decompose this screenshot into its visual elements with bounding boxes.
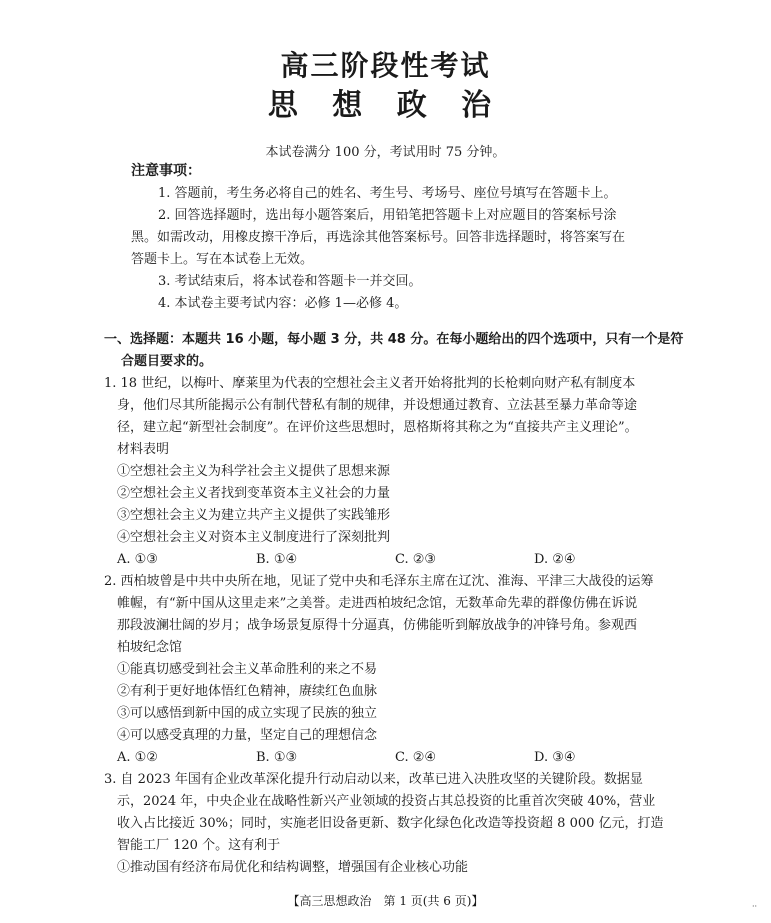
q3-stem: 3. 自 2023 年国有企业改革深化提升行动启动以来，改革已进入决胜攻坚的关键阶段。数据显	[104, 772, 643, 787]
q2-option-c[interactable]: C. ②④	[395, 750, 437, 765]
q1-stem: 身，他们尽其所能揭示公有制代替私有制的规律，并设想通过教育、立法甚至暴力革命等途	[117, 398, 638, 413]
score-info: 本试卷满分 100 分，考试用时 75 分钟。	[265, 145, 506, 160]
q3-stem: 智能工厂 120 个。这有利于	[117, 838, 281, 853]
notes-line: 答题卡上。写在本试卷上无效。	[131, 252, 314, 267]
q1-option-c[interactable]: C. ②③	[395, 552, 437, 567]
exam-title: 高三阶段性考试	[280, 49, 491, 82]
q1-statement: ①空想社会主义为科学社会主义提供了思想来源	[117, 464, 391, 479]
q1-option-d[interactable]: D. ②④	[534, 552, 576, 567]
notes-heading: 注意事项：	[131, 163, 201, 179]
q2-option-b[interactable]: B. ①③	[256, 750, 298, 765]
q3-statement: ①推动国有经济布局优化和结构调整，增强国有企业核心功能	[117, 860, 469, 875]
q2-statement: ①能真切感受到社会主义革命胜利的来之不易	[117, 662, 378, 677]
corner-mark: ··	[752, 902, 758, 911]
q1-option-b[interactable]: B. ①④	[256, 552, 298, 567]
q2-stem: 帷幄，有“新中国从这里走来”之美誉。走进西柏坡纪念馆，无数革命先辈的群像仿佛在诉说	[117, 596, 638, 611]
subject-title: 思 想 政 治	[267, 88, 504, 123]
q2-statement: ②有利于更好地体悟红色精神，赓续红色血脉	[117, 684, 378, 699]
q1-statement: ④空想社会主义对资本主义制度进行了深刻批判	[117, 530, 391, 545]
q1-stem: 1. 18 世纪，以梅叶、摩莱里为代表的空想社会主义者开始将批判的长枪刺向财产私有制度本	[104, 376, 636, 391]
q1-stem: 材料表明	[117, 442, 170, 457]
q2-stem: 柏坡纪念馆	[117, 640, 183, 655]
notes-line: 1. 答题前，考生务必将自己的姓名、考生号、考场号、座位号填写在答题卡上。	[158, 186, 617, 201]
q2-stem: 2. 西柏坡曾是中共中央所在地，见证了党中央和毛泽东主席在辽沈、淮海、平津三大战役的运筹	[104, 574, 654, 589]
notes-line: 4. 本试卷主要考试内容：必修 1—必修 4。	[158, 296, 408, 311]
q2-statement: ④可以感受真理的力量，坚定自己的理想信念	[117, 728, 378, 743]
q1-option-a[interactable]: A. ①③	[117, 552, 158, 567]
notes-line: 2. 回答选择题时，选出每小题答案后，用铅笔把答题卡上对应题目的答案标号涂	[158, 208, 617, 223]
q2-statement: ③可以感悟到新中国的成立实现了民族的独立	[117, 706, 378, 721]
q3-stem: 示，2024 年，中央企业在战略性新兴产业领域的投资占其总投资的比重首次突破 40%，营业	[117, 794, 656, 809]
q1-statement: ②空想社会主义者找到变革资本主义社会的力量	[117, 486, 391, 501]
q2-option-d[interactable]: D. ③④	[534, 750, 576, 765]
notes-line: 黑。如需改动，用橡皮擦干净后，再选涂其他答案标号。回答非选择题时，将答案写在	[131, 230, 626, 245]
q3-stem: 收入占比接近 30%；同时，实施老旧设备更新、数字化绿色化改造等投资超 8 000 亿元，打造	[117, 816, 664, 831]
section-heading: 一、选择题：本题共 16 小题，每小题 3 分，共 48 分。在每小题给出的四个选项中，只有一个是符	[104, 332, 684, 347]
q2-option-a[interactable]: A. ①②	[117, 750, 158, 765]
section-heading-cont: 合题目要求的。	[121, 354, 213, 369]
notes-line: 3. 考试结束后，将本试卷和答题卡一并交回。	[158, 274, 422, 289]
page-footer: 【高三思想政治 第 1 页(共 6 页)】	[287, 894, 484, 908]
q1-stem: 径，建立起“新型社会制度”。在评价这些思想时，恩格斯将其称之为“直接共产主义理论”。	[117, 420, 638, 435]
q2-stem: 那段波澜壮阔的岁月；战争场景复原得十分逼真，仿佛能听到解放战争的冲锋号角。参观西	[117, 618, 638, 633]
q1-statement: ③空想社会主义为建立共产主义提供了实践雏形	[117, 508, 391, 523]
